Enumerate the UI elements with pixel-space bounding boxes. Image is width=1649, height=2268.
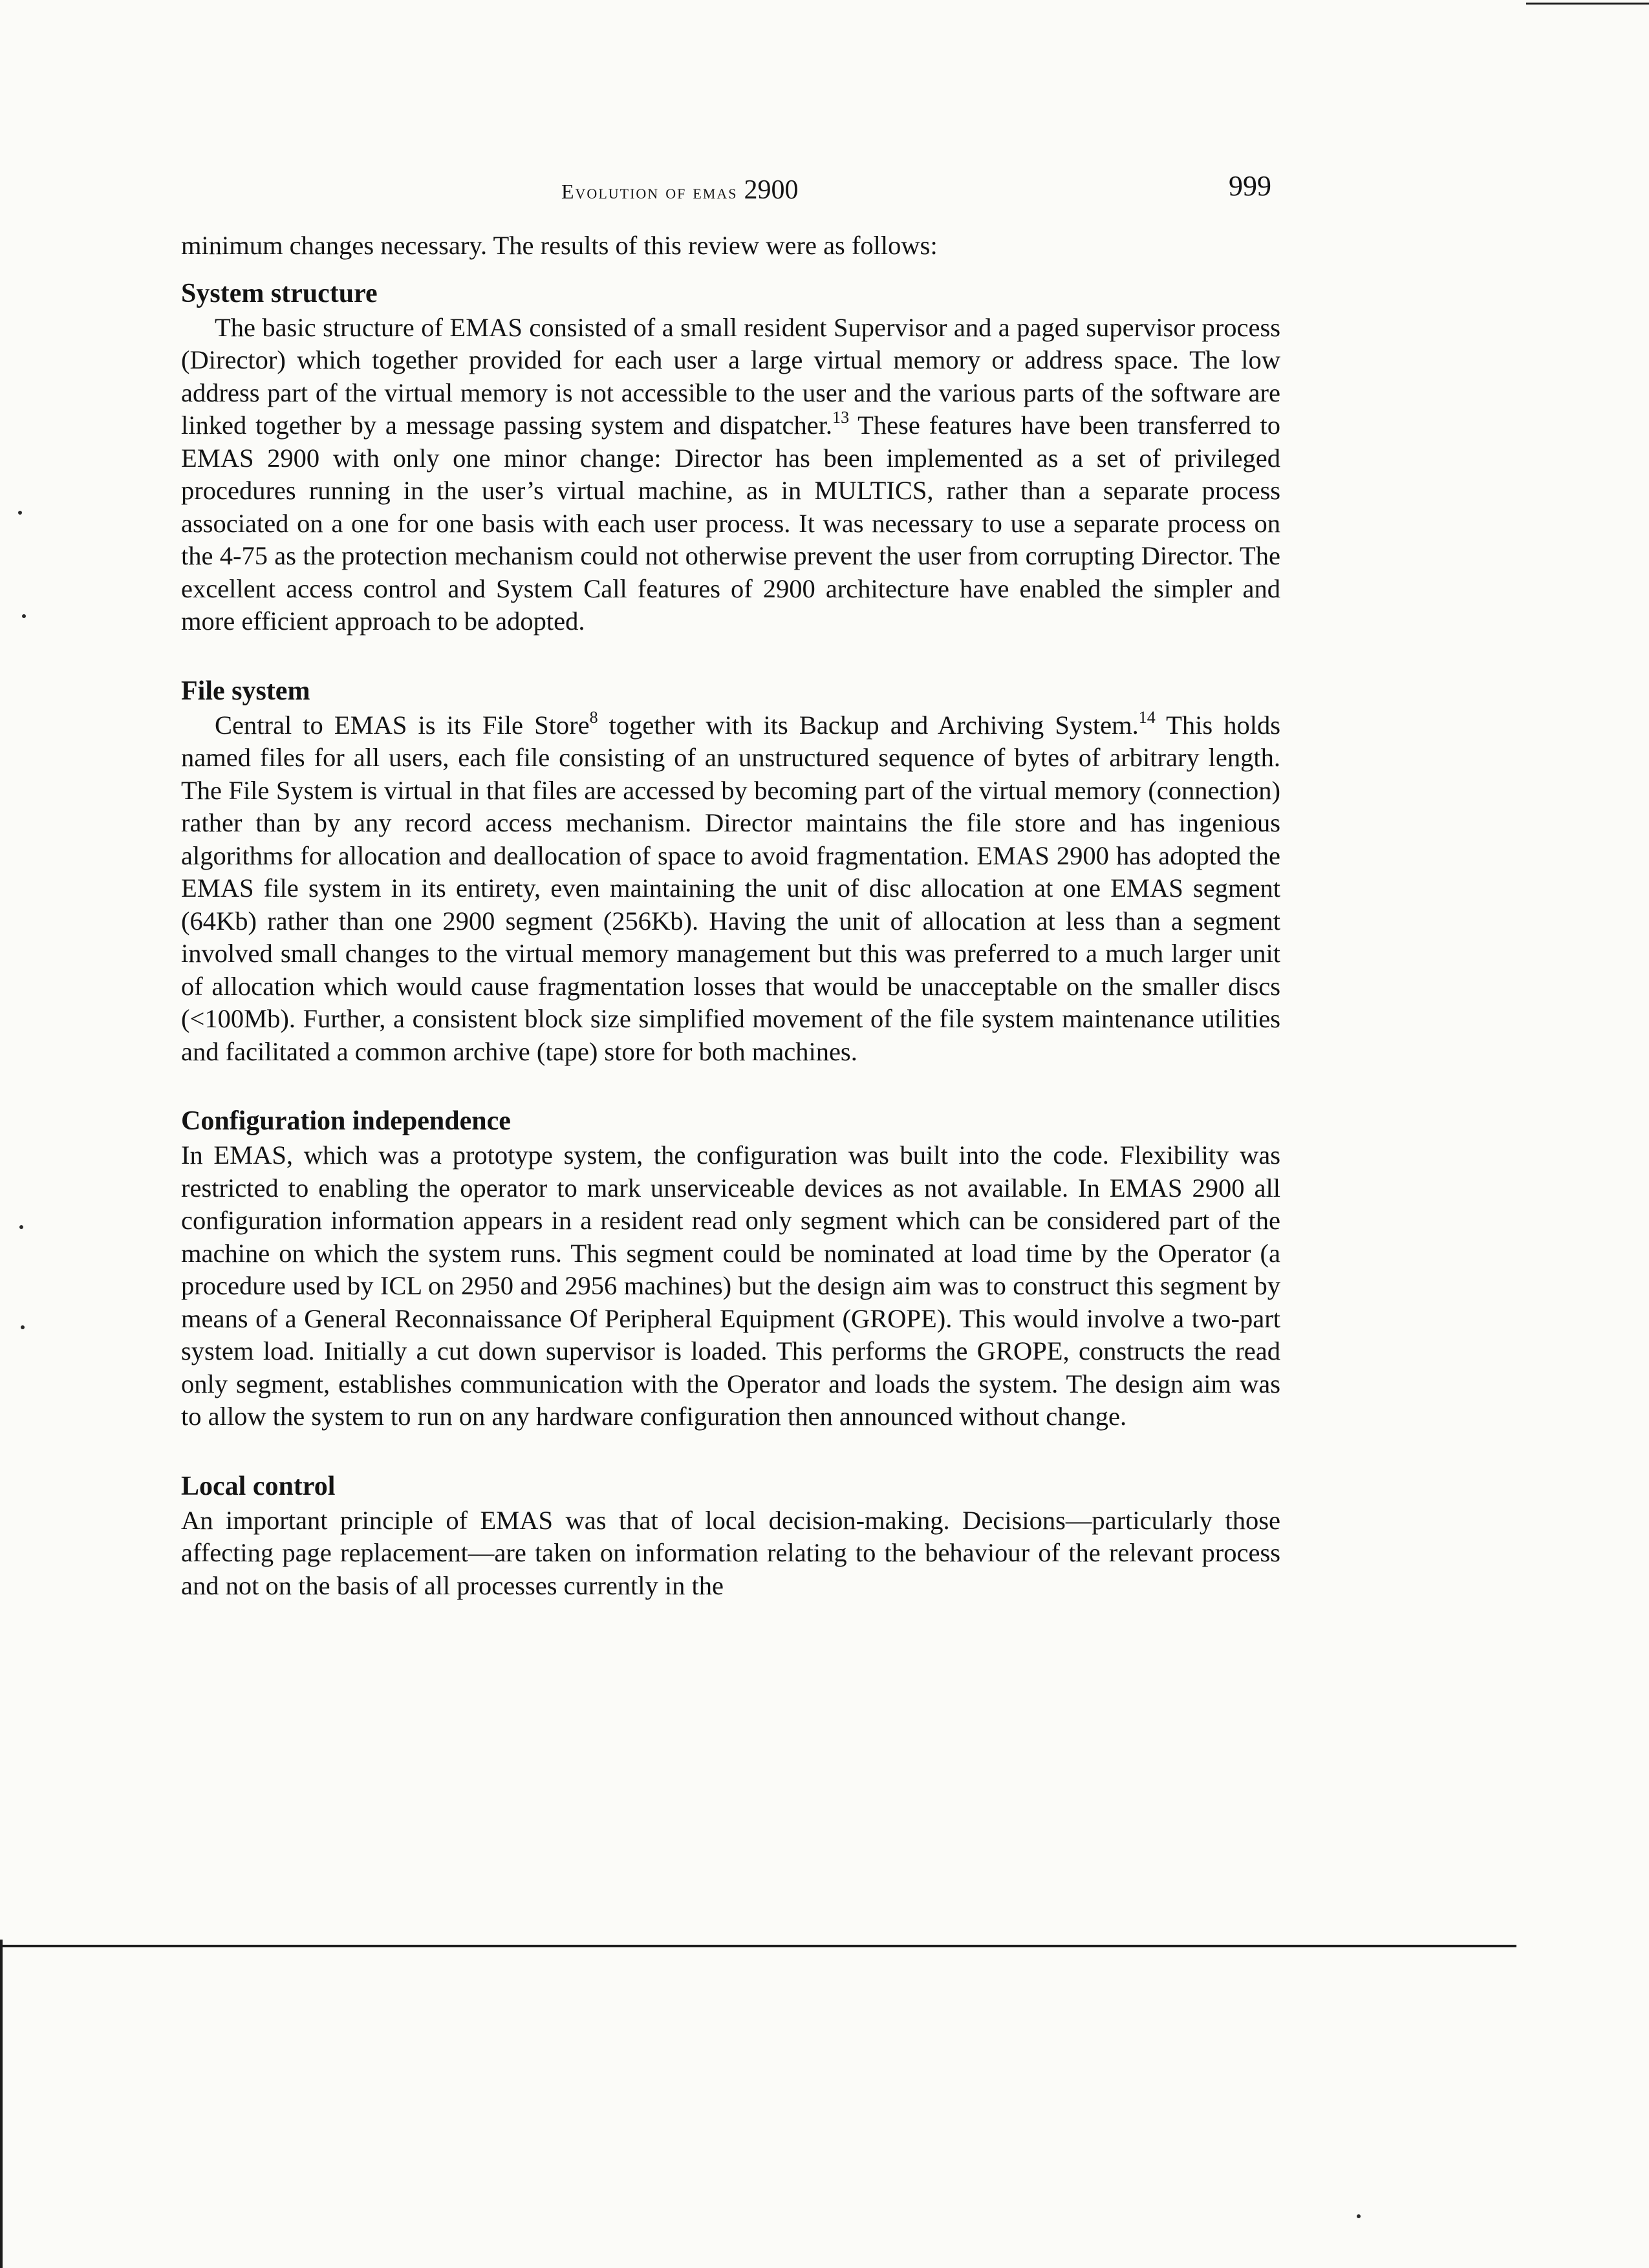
scan-speck — [1357, 2214, 1361, 2218]
section-heading: Local control — [181, 1471, 336, 1501]
section-configuration-independence — [181, 1104, 1280, 1433]
scan-speck — [21, 1325, 25, 1329]
running-title-number: 2900 — [744, 175, 799, 205]
paragraph-text: The basic structure of EMAS consisted of a small resident Supervisor and a paged supervisor process (Director) which together provided for each user a large virtual memory or address space. The low address part of the virtual memory is not accessible to the user and the various parts of the software are linked together by a message passing system and dispatcher. — [181, 312, 1280, 440]
paragraph-text: Central to EMAS is its File Store — [215, 710, 590, 740]
scan-speck — [22, 614, 26, 618]
page-left-edge — [0, 1940, 3, 2268]
running-title — [561, 175, 798, 206]
page-number: 999 — [1229, 170, 1271, 202]
intro-paragraph: minimum changes necessary. The results of this review were as follows: — [181, 231, 938, 260]
section-paragraph: An important principle of EMAS was that of local decision-making. Decisions—particularly those affecting page replacement—are taken on information relating to the behaviour of the relevant process and not on the basis of all processes currently in the — [181, 1505, 1280, 1600]
scan-speck — [18, 511, 22, 515]
reference-superscript: 8 — [589, 707, 598, 727]
page-bottom-rule — [0, 1945, 1516, 1947]
page-edge-mark — [1526, 3, 1649, 5]
body-text — [181, 230, 1280, 1638]
section-paragraph — [181, 709, 1280, 1069]
section-heading: Configuration independence — [181, 1106, 511, 1136]
running-head — [0, 169, 1649, 208]
section-local-control — [181, 1470, 1280, 1603]
reference-superscript: 13 — [832, 408, 850, 427]
paragraph-text: This holds named files for all users, each file consisting of an unstructured sequence of bytes of arbitrary length. The File System is virtual in that files are accessed by becoming part of the virtual memory (connection) rather than by any record access mechanism. Director maintains the file store and has ingenious algorithms for allocation and deallocation of space to avoid fragmentation. EMAS 2900 has adopted the EMAS file system in its entirety, even maintaining the unit of disc allocation at one EMAS segment (64Kb) rather than one 2900 segment (256Kb). Having the unit of allocation at less than a segment involved small changes to the virtual memory management but this was preferred to a much larger unit of allocation which would cause fragmentation losses that would be unacceptable on the smaller discs (<100Mb). Further, a consistent block size simplified movement of the file system maintenance utilities and facilitated a common archive (tape) store for both machines. — [181, 710, 1280, 1066]
section-heading: System structure — [181, 278, 378, 308]
section-paragraph: In EMAS, which was a prototype system, the configuration was built into the code. Flexibility was restricted to enabling the operator to mark unserviceable devices as not available. In EMAS 2900 all configuration information appears in a resident read only segment which can be considered part of the machine on which the system runs. This segment could be nominated at load time by the Operator (a procedure used by ICL on 2950 and 2956 machines) but the design aim was to construct this segment by means of a General Reconnaissance Of Peripheral Equipment (GROPE). This would involve a two-part system load. Initially a cut down supervisor is loaded. This performs the GROPE, constructs the read only segment, establishes communication with the Operator and loads the system. The design aim was to allow the system to run on any hardware configuration then announced without change. — [181, 1140, 1280, 1431]
paragraph-text: These features have been transferred to EMAS 2900 with only one minor change: Director has been implemented as a set of privileged procedures running in the user’s virtual machine, as in MULTICS, rather than a separate process associated on a one for one basis with each user process. It was necessary to use a separate process on the 4-75 as the protection mechanism could not otherwise prevent the user from corrupting Director. The excellent access control and System Call features of 2900 architecture have enabled the simpler and more efficient approach to be adopted. — [181, 411, 1280, 636]
running-title-word1: Evolution of — [561, 180, 687, 203]
section-heading: File system — [181, 676, 310, 706]
paragraph-text: together with its Backup and Archiving System. — [598, 710, 1139, 740]
section-system-structure — [181, 277, 1280, 638]
running-title-word2: emas — [693, 180, 738, 203]
section-file-system — [181, 674, 1280, 1069]
section-paragraph — [181, 312, 1280, 638]
reference-superscript: 14 — [1138, 707, 1156, 727]
scan-speck — [19, 1225, 23, 1229]
